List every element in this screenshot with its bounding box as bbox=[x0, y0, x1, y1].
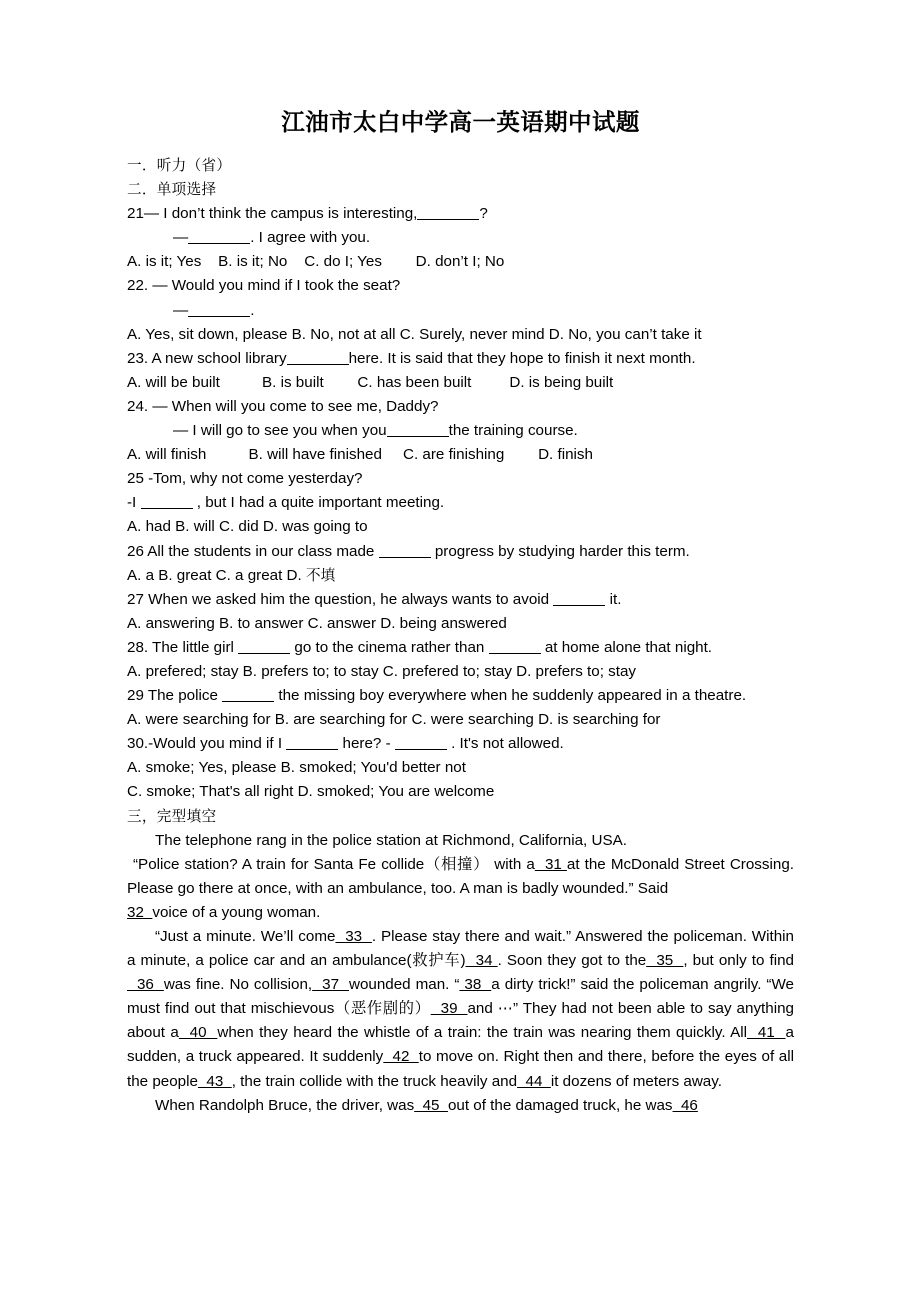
q24-reply-head: — I will go to see you when you bbox=[173, 422, 387, 440]
cloze-blank-39: 39 bbox=[430, 1000, 468, 1018]
q23-stem-tail: here. It is said that they hope to finish it next month. bbox=[348, 349, 696, 367]
question-30-stem bbox=[127, 732, 794, 756]
question-24-options: A. will finish B. will have finished C. are finishing D. finish bbox=[127, 446, 593, 464]
question-28-options: A. prefered; stay B. prefers to; to stay C. prefered to; stay D. prefers to; stay bbox=[127, 662, 636, 680]
q21-reply-dash: — bbox=[173, 229, 189, 247]
question-30-options-line-1: A. smoke; Yes, please B. smoked; You'd better not bbox=[127, 759, 466, 777]
question-21-reply bbox=[127, 226, 794, 250]
q29-blank-1 bbox=[222, 701, 274, 702]
cloze-blank-38: 38 bbox=[459, 976, 492, 994]
q26-options-head: A. a B. great C. a great D. bbox=[127, 566, 306, 584]
cloze-p4-text-l: , the train collide with the truck heavily and bbox=[231, 1072, 518, 1090]
question-23-options: A. will be built B. is built C. has been built D. is being built bbox=[127, 373, 614, 391]
question-28-stem bbox=[127, 636, 794, 660]
q23-blank-1 bbox=[287, 364, 349, 365]
cloze-blank-45: 45 bbox=[414, 1096, 448, 1114]
q27-stem-tail: it. bbox=[609, 590, 622, 608]
q21-stem-tail: ? bbox=[479, 205, 488, 223]
q22-reply-dash: — bbox=[173, 301, 189, 319]
cloze-p2-text-b: at the McDonald Street Crossing. Please go there at once, with an ambulance, too. A man is badly wounded.” Said bbox=[127, 855, 794, 897]
q30-stem-tail: . It's not allowed. bbox=[451, 735, 564, 753]
cloze-blank-36: 36 bbox=[127, 976, 164, 994]
q30-blank-1 bbox=[286, 749, 338, 750]
q28-stem-tail: at home alone that night. bbox=[544, 638, 713, 656]
cloze-blank-35: 35 bbox=[646, 952, 684, 970]
cloze-p4-text-e: was fine. No collision, bbox=[163, 976, 313, 994]
cloze-p4-text-i: when they heard the whistle of a train: the train was nearing them quickly. All bbox=[217, 1024, 747, 1042]
cloze-p5-text-a: When Randolph Bruce, the driver, was bbox=[155, 1096, 415, 1114]
q26-options-cn: 不填 bbox=[305, 567, 336, 584]
question-21-options: A. is it; Yes B. is it; No C. do I; Yes D. don’t I; No bbox=[127, 253, 505, 271]
question-27-stem bbox=[127, 588, 794, 612]
question-30-options-line-2: C. smoke; That's all right D. smoked; You are welcome bbox=[127, 783, 495, 801]
cloze-blank-46: 46 bbox=[672, 1096, 698, 1114]
cloze-paragraph-4 bbox=[127, 925, 794, 1094]
question-23-stem bbox=[127, 347, 794, 371]
cloze-paragraph-1: The telephone rang in the police station at Richmond, California, USA. bbox=[155, 831, 627, 849]
cloze-blank-40: 40 bbox=[178, 1024, 218, 1042]
cloze-p2-text-a: “Police station? A train for Santa Fe collide（相撞） with a bbox=[133, 855, 535, 873]
cloze-blank-32: 32 bbox=[127, 903, 153, 921]
q30-blank-2 bbox=[395, 749, 447, 750]
cloze-p4-text-f: wounded man. “ bbox=[348, 976, 460, 994]
cloze-p5-text-b: out of the damaged truck, he was bbox=[447, 1096, 673, 1114]
q25-reply-head: -I bbox=[127, 494, 137, 512]
cloze-paragraph-5 bbox=[127, 1094, 794, 1118]
q29-stem-tail: the missing boy everywhere when he suddenly appeared in a theatre. bbox=[278, 687, 747, 705]
q26-stem-head: 26 All the students in our class made bbox=[127, 542, 375, 560]
section-heading-multiple-choice: 二．单项选择 bbox=[127, 182, 217, 199]
q21-blank-1 bbox=[417, 219, 479, 220]
q28-stem-head: 28. The little girl bbox=[127, 638, 234, 656]
cloze-blank-43: 43 bbox=[197, 1072, 232, 1090]
q22-reply-tail: . bbox=[250, 301, 255, 319]
cloze-p3-text-a: voice of a young woman. bbox=[152, 903, 321, 921]
q28-blank-2 bbox=[489, 653, 541, 654]
question-25-reply bbox=[127, 491, 794, 515]
q25-reply-tail: , but I had a quite important meeting. bbox=[196, 494, 445, 512]
question-26-stem bbox=[127, 540, 794, 564]
question-29-options: A. were searching for B. are searching for C. were searching D. is searching for bbox=[127, 711, 661, 729]
cloze-blank-33: 33 bbox=[335, 928, 372, 945]
q30-stem-head: 30.-Would you mind if I bbox=[127, 735, 283, 753]
question-24-stem: 24. — When will you come to see me, Daddy? bbox=[127, 397, 439, 415]
cloze-blank-34: 34 bbox=[465, 952, 498, 970]
cloze-p4-text-g: a dirty trick!” said the policeman angrily. “We must find out that mischievous（恶作剧的） bbox=[127, 976, 794, 1018]
cloze-p4-text-h: and ⋯” They had not been able to say anything about a bbox=[127, 1000, 794, 1042]
q27-blank-1 bbox=[553, 605, 605, 606]
cloze-paragraph-3 bbox=[127, 901, 794, 925]
q22-blank-1 bbox=[188, 316, 250, 317]
q25-blank-1 bbox=[141, 508, 193, 509]
cloze-paragraph-2 bbox=[127, 853, 794, 901]
cloze-p4-text-j: a sudden, a truck appeared. It suddenly bbox=[127, 1024, 794, 1066]
document-body bbox=[127, 108, 794, 1118]
q30-stem-mid: here? - bbox=[342, 735, 391, 753]
q28-blank-1 bbox=[238, 653, 290, 654]
cloze-blank-37: 37 bbox=[312, 976, 349, 994]
question-29-stem bbox=[127, 684, 794, 708]
section-heading-cloze: 三，完型填空 bbox=[127, 808, 217, 825]
cloze-blank-42: 42 bbox=[383, 1048, 419, 1066]
question-25-stem: 25 -Tom, why not come yesterday? bbox=[127, 470, 363, 488]
question-22-reply bbox=[127, 299, 794, 323]
cloze-p4-text-k: to move on. Right then and there, before the eyes of all the people bbox=[127, 1048, 794, 1090]
page-title: 江油市太白中学高一英语期中试题 bbox=[281, 110, 640, 136]
question-21-stem bbox=[127, 202, 794, 226]
q21-blank-2 bbox=[188, 243, 250, 244]
q21-stem-text: 21— I don’t think the campus is interesting, bbox=[127, 205, 418, 223]
question-24-reply bbox=[127, 419, 794, 443]
question-22-options: A. Yes, sit down, please B. No, not at all C. Surely, never mind D. No, you can’t take it bbox=[127, 325, 702, 343]
cloze-p4-text-c: . Soon they got to the bbox=[497, 952, 647, 970]
q26-stem-tail: progress by studying harder this term. bbox=[434, 542, 690, 560]
question-22-stem: 22. — Would you mind if I took the seat? bbox=[127, 277, 401, 295]
section-heading-listening: 一．听力（省） bbox=[127, 158, 232, 174]
q27-stem-head: 27 When we asked him the question, he always wants to avoid bbox=[127, 590, 550, 608]
cloze-blank-41: 41 bbox=[747, 1024, 786, 1042]
q28-stem-mid: go to the cinema rather than bbox=[294, 638, 485, 656]
q24-reply-tail: the training course. bbox=[448, 422, 578, 440]
q21-reply-tail: . I agree with you. bbox=[250, 229, 371, 247]
cloze-blank-31: 31 bbox=[534, 855, 567, 873]
cloze-p4-text-b: . Please stay there and wait.” Answered the policeman. Within a minute, a police car and an ambulance(救护车) bbox=[127, 928, 794, 970]
question-26-options bbox=[127, 564, 794, 588]
cloze-blank-44: 44 bbox=[517, 1072, 551, 1090]
q29-stem-head: 29 The police bbox=[127, 687, 218, 705]
cloze-p4-text-m: it dozens of meters away. bbox=[550, 1072, 722, 1090]
q26-blank-1 bbox=[379, 557, 431, 558]
cloze-p4-text-a: “Just a minute. We’ll come bbox=[155, 928, 336, 945]
q23-stem-head: 23. A new school library bbox=[127, 349, 287, 367]
question-27-options: A. answering B. to answer C. answer D. being answered bbox=[127, 614, 507, 632]
q24-blank-1 bbox=[387, 436, 449, 437]
question-25-options: A. had B. will C. did D. was going to bbox=[127, 518, 368, 536]
cloze-p4-text-d: , but only to find bbox=[683, 952, 794, 970]
